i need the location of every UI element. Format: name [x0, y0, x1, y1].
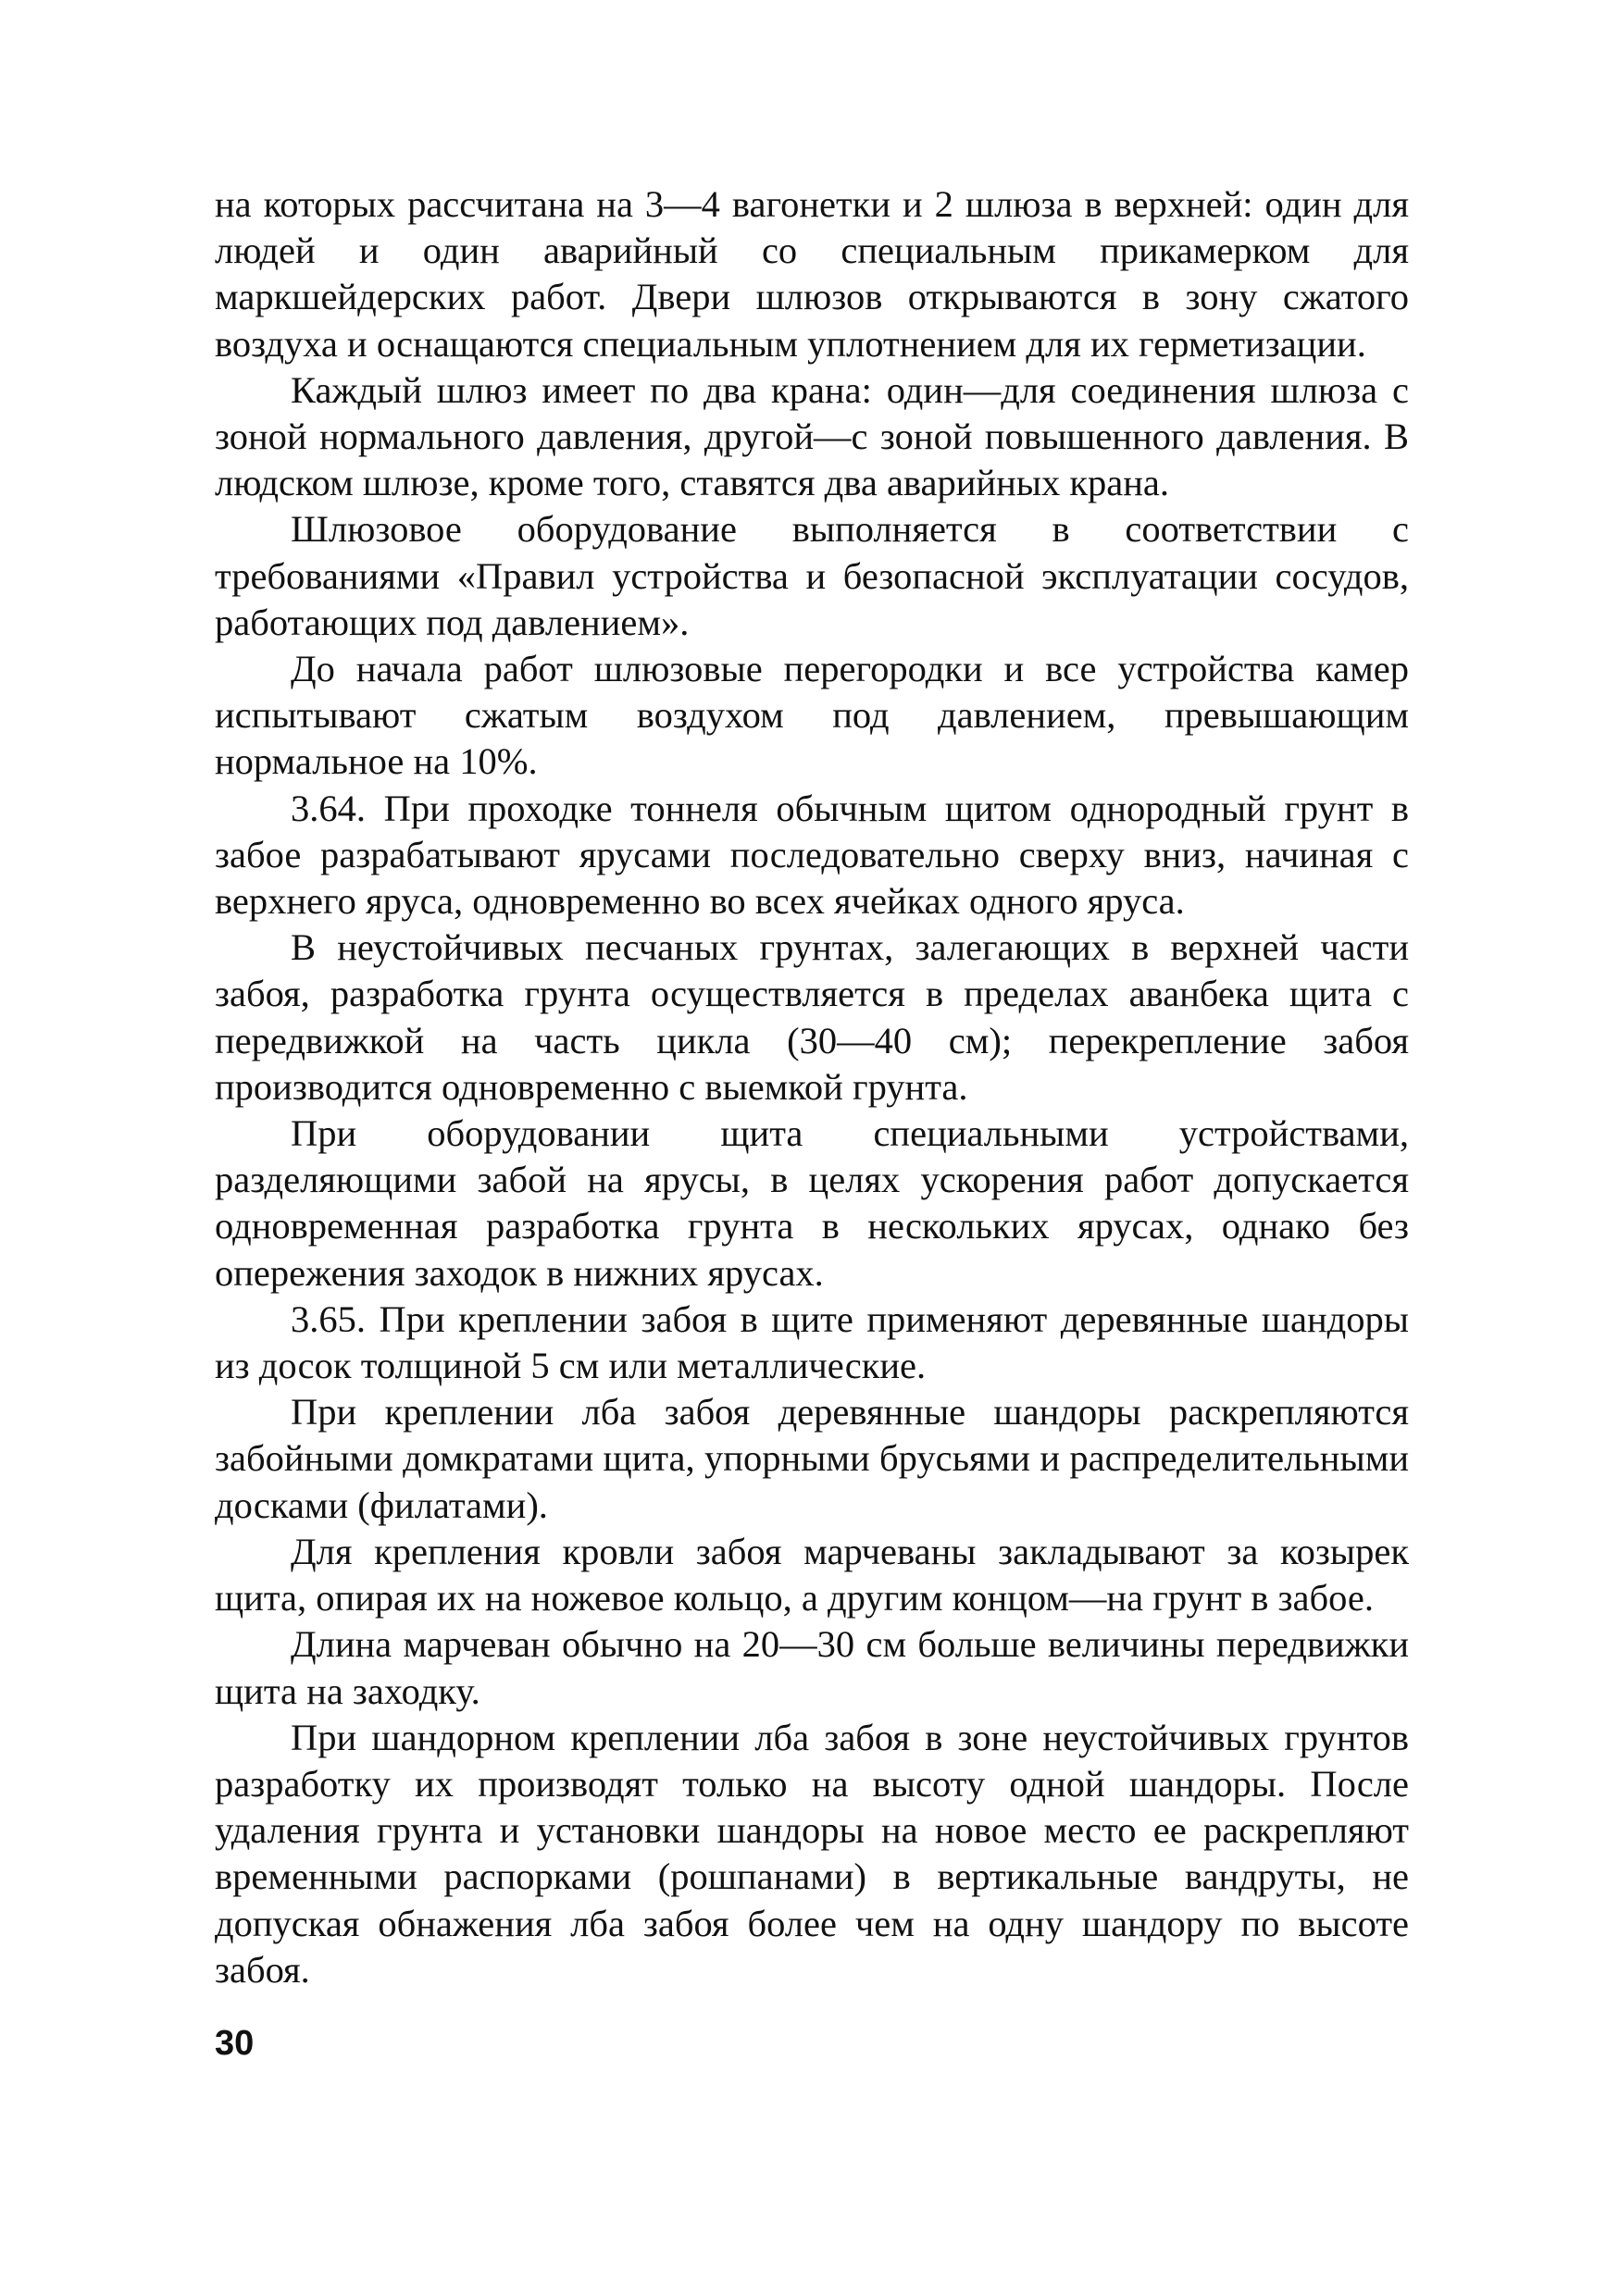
paragraph-2: Каждый шлюз имеет по два крана: один—для соединения шлюза с зоной нормального давления, другой—с зоной повышенного давления. В людском шлюзе, кроме того, ставятся два аварийных крана. [215, 368, 1409, 504]
paragraph-3: Шлюзовое оборудование выполняется в соответствии с требованиями «Правил устройства и безопасной эксплуатации сосудов, работающих под давлением». [215, 508, 1409, 643]
paragraph-9: При креплении лба забоя деревянные шандоры раскрепляются забойными домкратами щита, упорными брусьями и распределительными досками (филатами). [215, 1391, 1409, 1526]
paragraph-5: 3.64. При проходке тоннеля обычным щитом однородный грунт в забое разрабатывают ярусами последовательно сверху вниз, начиная с верхнего яруса, одновременно во всех ячейках одного яруса. [215, 787, 1409, 923]
paragraph-8: 3.65. При креплении забоя в щите применяют деревянные шандоры из досок толщиной 5 см или металлические. [215, 1297, 1409, 1387]
paragraph-7: При оборудовании щита специальными устройствами, разделяющими забой на ярусы, в целях ускорения работ допускается одновременная разработка грунта в нескольких ярусах, однако без опережения заходок в нижних ярусах. [215, 1112, 1409, 1294]
paragraph-4: До начала работ шлюзовые перегородки и все устройства камер испытывают сжатым воздухом под давлением, превышающим нормальное на 10%. [215, 648, 1409, 783]
paragraph-10: Для крепления кровли забоя марчеваны закладывают за козырек щита, опирая их на ножевое кольцо, а другим концом—на грунт в забое. [215, 1530, 1409, 1620]
page-number: 30 [215, 2024, 255, 2063]
body-text [215, 181, 1409, 1993]
paragraph-6: В неустойчивых песчаных грунтах, залегающих в верхней части забоя, разработка грунта осуществляется в пределах аванбека щита с передвижкой на часть цикла (30—40 см); перекрепление забоя производится одновременно с выемкой грунта. [215, 926, 1409, 1108]
paragraph-12: При шандорном креплении лба забоя в зоне неустойчивых грунтов разработку их производят только на высоту одной шандоры. После удаления грунта и установки шандоры на новое место ее раскрепляют временными распорками (рошпанами) в вертикальные вандруты, не допуская обнажения лба забоя более чем на одну шандору по высоте забоя. [215, 1716, 1409, 1991]
paragraph-11: Длина марчеван обычно на 20—30 см больше величины передвижки щита на заходку. [215, 1623, 1409, 1712]
paragraph-1: на которых рассчитана на 3—4 вагонетки и 2 шлюза в верхней: один для людей и один аварийный со специальным прикамерком для маркшейдерских работ. Двери шлюзов открываются в зону сжатого воздуха и оснащаются специальным уплотнением для их герметизации. [215, 183, 1409, 365]
